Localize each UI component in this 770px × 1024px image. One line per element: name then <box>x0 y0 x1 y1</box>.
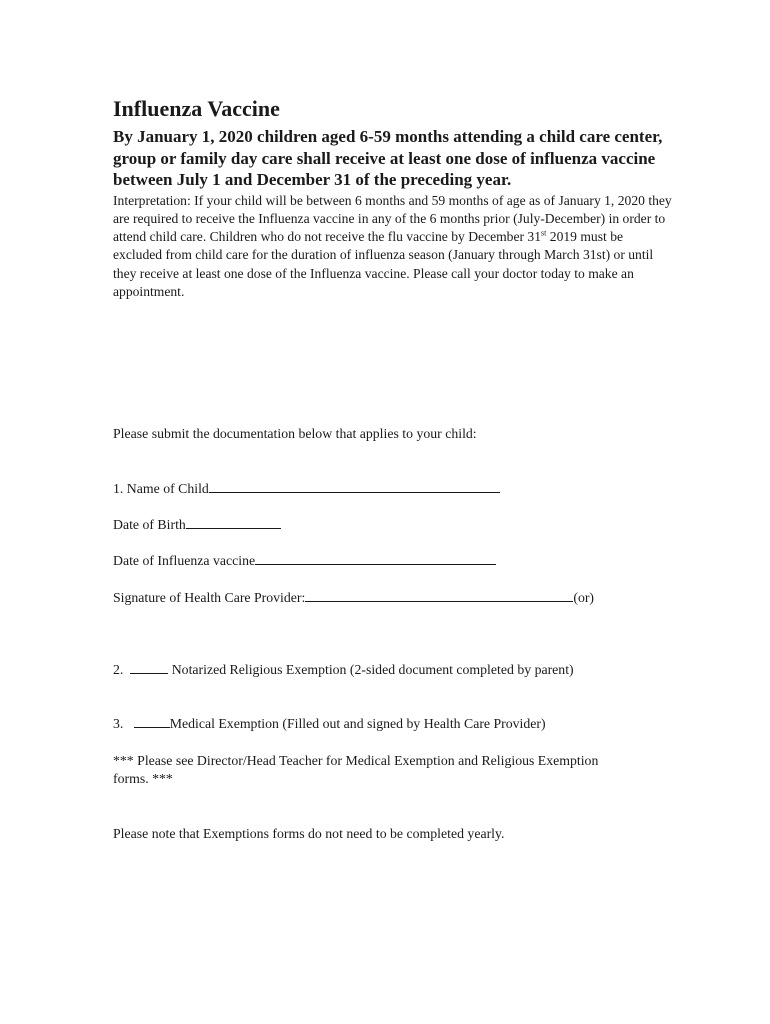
medical-check-line[interactable] <box>134 715 170 728</box>
dob-label: Date of Birth <box>113 517 186 532</box>
child-name-line[interactable] <box>209 480 500 493</box>
child-name-label: 1. Name of Child <box>113 481 209 496</box>
vaccine-date-label: Date of Influenza vaccine <box>113 553 256 568</box>
yearly-note: Please note that Exemptions forms do not need to be completed yearly. <box>113 826 505 841</box>
requirement-heading: By January 1, 2020 children aged 6-59 months attending a child care center, group or family day care shall receive at least one dose of influenza vaccine between July 1 and December 31 of the preceding year. <box>113 127 663 189</box>
vaccine-date-field <box>113 552 496 570</box>
interpretation-text-part1: Interpretation: If your child will be between 6 months and 59 months of age as of January 1, 2020 they are required to receive the Influenza vaccine in any of the 6 months prior (July-December) in order to attend child care. Children who do not receive the flu vaccine by December 31 <box>113 192 672 245</box>
document-page <box>113 96 673 301</box>
interpretation-paragraph <box>113 192 673 302</box>
religious-exemption-option <box>113 661 574 679</box>
child-name-field <box>113 480 500 498</box>
religious-check-line[interactable] <box>130 661 168 674</box>
religious-label: Notarized Religious Exemption (2-sided document completed by parent) <box>171 662 574 677</box>
document-title: Influenza Vaccine <box>113 96 280 121</box>
instructions-text: Please submit the documentation below that applies to your child: <box>113 426 477 441</box>
dob-field <box>113 516 281 534</box>
medical-label: Medical Exemption (Filled out and signed by Health Care Provider) <box>169 716 546 731</box>
provider-signature-field <box>113 589 594 607</box>
provider-signature-label: Signature of Health Care Provider: <box>113 590 306 605</box>
medical-exemption-option <box>113 715 546 733</box>
provider-signature-line[interactable] <box>305 589 573 602</box>
interpretation-text-part2: 2019 must be excluded from child care for the duration of influenza season (January through March 31st) or until they receive at least one dose of the Influenza vaccine. Please call your doctor today to make an appointment. <box>113 229 654 299</box>
interpretation-superscript: st <box>541 228 547 238</box>
dob-line[interactable] <box>186 516 281 529</box>
vaccine-date-line[interactable] <box>255 552 496 565</box>
or-label: (or) <box>573 590 595 605</box>
director-note: *** Please see Director/Head Teacher for Medical Exemption and Religious Exemption forms. *** <box>113 753 599 786</box>
religious-number: 2. <box>113 662 124 677</box>
medical-number: 3. <box>113 716 124 731</box>
